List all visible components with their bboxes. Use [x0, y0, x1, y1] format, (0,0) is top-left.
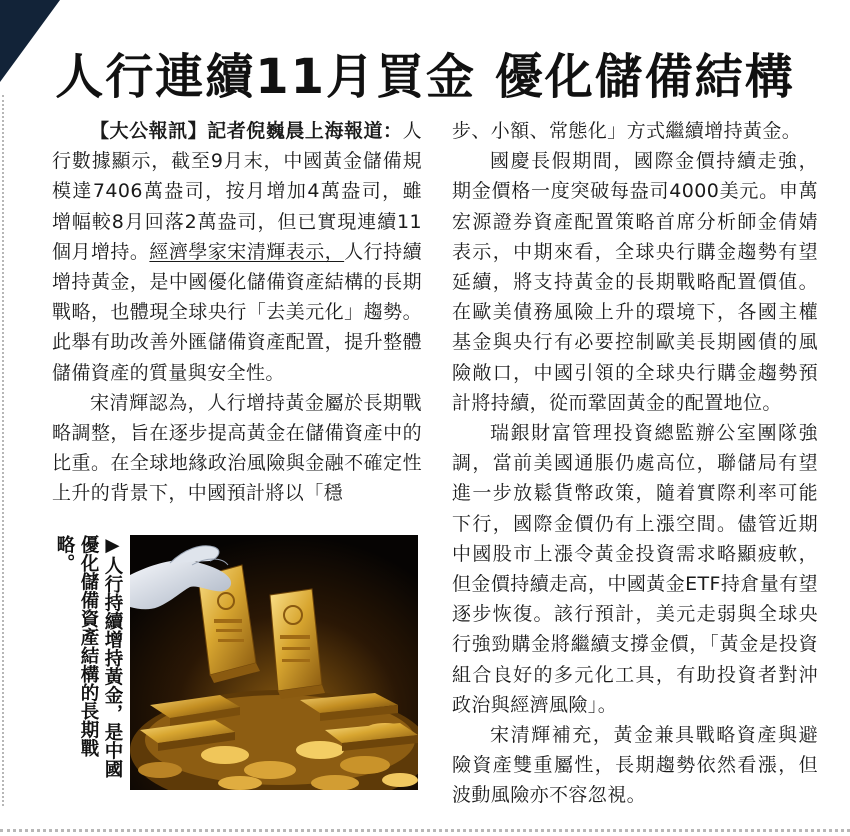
paragraph-3: 國慶長假期間，國際金價持續走強，期金價格一度突破每盎司4000美元。申萬宏源證券資產配置策略首席分析師金倩婧表示，中期來看，全球央行購金趨勢有望延續，將支持黃金的長期戰略配置價值。在歐美債務風險上升的環境下，各國主權基金與央行有必要控制歐美長期國債的風險敞口，中國引領的全球央行購金趨勢預計將持續，從而鞏固黃金的配置地位。: [452, 150, 818, 414]
paragraph-4: 瑞銀財富管理投資總監辦公室團隊強調，當前美國通脹仍處高位，聯儲局有望進一步放鬆貨幣政策，隨着實際利率可能下行，國際金價仍有上漲空間。儘管近期中國股市上漲令黃金投資需求略顯疲軟，但金價持續走高，中國黃金ETF持倉量有望逐步恢復。該行預計，美元走弱與全球央行強勁購金將繼續支撐金價，「黃金是投資組合良好的多元化工具，有助投資者對沖政治與經濟風險」。: [452, 422, 818, 716]
paragraph-2: 宋清輝認為，人行增持黃金屬於長期戰略調整，旨在逐步提高黃金在儲備資產中的比重。在全球地緣政治風險與金融不確定性上升的背景下，中國預計將以「穩: [52, 391, 422, 505]
paragraph-1-text-c: 人行持續增持黃金，是中國優化儲備資產結構的長期戰略，也體現全球央行「去美元化」趨勢。此舉有助改善外匯儲備資產配置，提升整體儲備資產的質量與安全性。: [52, 240, 422, 384]
left-dotted-border: [2, 95, 4, 806]
paragraph-1: [52, 116, 422, 388]
left-column: [52, 116, 422, 509]
paragraph-1-underlined: 經濟學家宋清輝表示，: [149, 240, 345, 263]
paragraph-1-text-a: 人行數據顯示，截至9月末，中國黃金儲備規模達7406萬盎司，按月增加4萬盎司，雖增幅較8月回落2萬盎司，但已實現連續11個月增持。: [52, 120, 422, 263]
gold-bars-illustration: [130, 535, 418, 790]
bottom-dotted-border: [0, 829, 850, 832]
paragraph-continued: 步、小額、常態化」方式繼續增持黃金。: [452, 120, 802, 142]
photo-block: [52, 535, 418, 790]
right-column: [452, 116, 818, 811]
paragraph-5: 宋清輝補充，黃金兼具戰略資產與避險資產雙重屬性，長期趨勢依然看漲，但波動風險亦不容忽視。: [452, 724, 818, 807]
gold-bars-photo: [130, 535, 418, 790]
headline: 人行連續11月買金 優化儲備結構: [55, 49, 795, 105]
dateline: 【大公報訊】記者倪巍晨上海報道：: [90, 120, 403, 142]
photo-caption: ▶人行持續增持黃金，是中國優化儲備資產結構的長期戰略。: [54, 535, 123, 778]
